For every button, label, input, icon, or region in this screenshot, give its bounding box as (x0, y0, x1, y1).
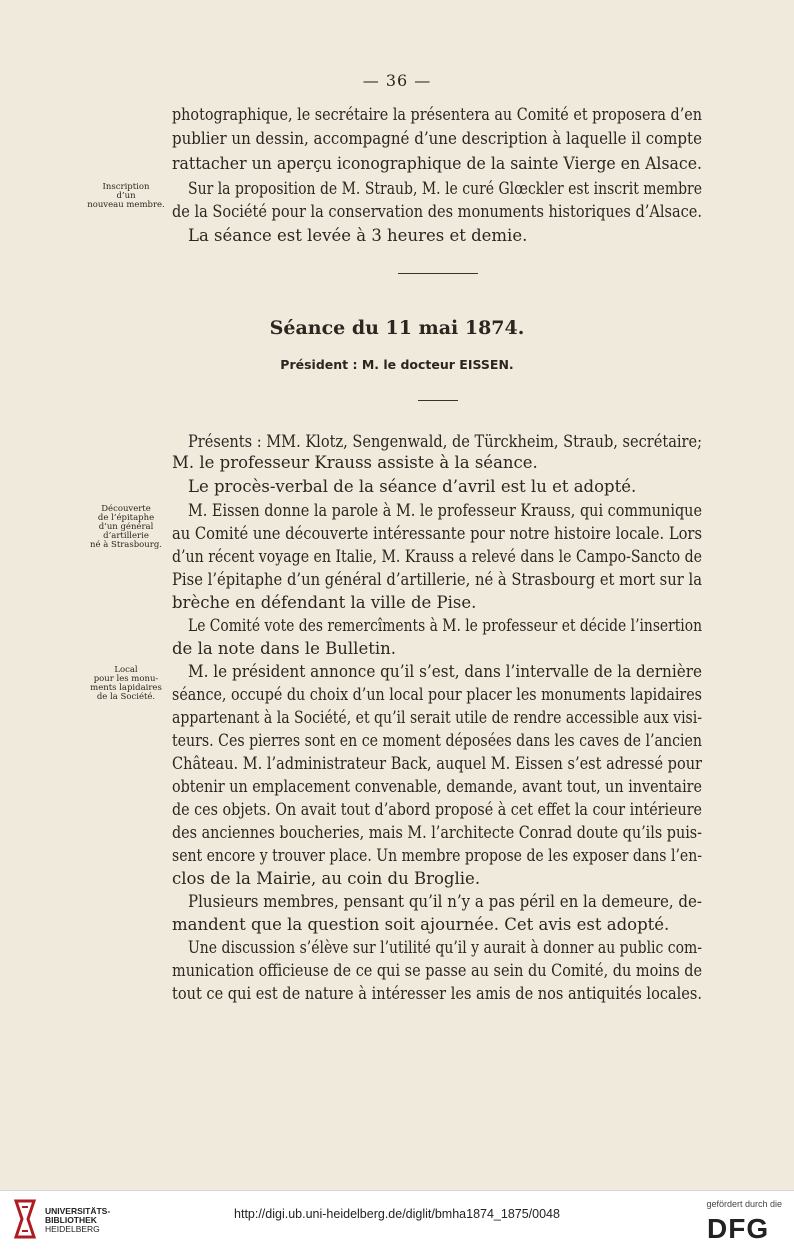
text-line: de ces objets. On avait tout d’abord proposé à cet effet la cour intérieure (172, 800, 702, 819)
permalink-url[interactable]: http://digi.ub.uni-heidelberg.de/diglit/bmha1874_1875/0048 (234, 1207, 560, 1221)
text-line: La séance est levée à 3 heures et demie. (188, 226, 528, 245)
text-line: sent encore y trouver place. Un membre propose de les exposer dans l’en- (172, 846, 702, 865)
text-line: mandent que la question soit ajournée. Cet avis est adopté. (172, 915, 670, 934)
text-line: teurs. Ces pierres sont en ce moment déposées dans les caves de l’ancien (172, 731, 702, 750)
text-line: appartenant à la Société, et qu’il serait utile de rendre accessible aux visi- (172, 708, 702, 727)
library-name-line: BIBLIOTHEK (45, 1215, 97, 1225)
text-line: tout ce qui est de nature à intéresser les amis de nos antiquités locales. (172, 984, 702, 1003)
text-line: M. le professeur Krauss assiste à la séance. (172, 453, 538, 472)
text-line: Le procès-verbal de la séance d’avril est lu et adopté. (188, 477, 637, 496)
text-line: rattacher un aperçu iconographique de la sainte Vierge en Alsace. (172, 154, 702, 173)
session-title: Séance du 11 mai 1874. (269, 317, 525, 339)
text-line: séance, occupé du choix d’un local pour placer les monuments lapidaires (172, 685, 702, 704)
text-line: Château. M. l’administrateur Back, auquel M. Eissen s’est adressé pour (172, 754, 702, 773)
session-president: Président : M. le docteur EISSEN. (280, 357, 514, 372)
text-line: munication officieuse de ce qui se passe au sein du Comité, du moins de (172, 961, 702, 980)
text-line: brèche en défendant la ville de Pise. (172, 593, 477, 612)
text-line: Présents : MM. Klotz, Sengenwald, de Türckheim, Straub, secrétaire; (188, 432, 702, 451)
text-line: Plusieurs membres, pensant qu’il n’y a pas péril en la demeure, de- (188, 892, 702, 911)
text-line: des anciennes boucheries, mais M. l’architecte Conrad doute qu’ils puis- (172, 823, 702, 842)
text-line: publier un dessin, accompagné d’une description à laquelle il compte (172, 129, 702, 148)
text-line: M. Eissen donne la parole à M. le professeur Krauss, qui communique (188, 501, 702, 520)
library-name-line: UNIVERSITÄTS- (45, 1206, 111, 1216)
margin-note-local: Local pour les monu- ments lapidaires de la Société. (90, 665, 162, 702)
text-line: photographique, le secrétaire la présentera au Comité et proposera d’en (172, 105, 702, 124)
page-number: — 36 — (362, 71, 432, 90)
section-divider-short (418, 400, 458, 401)
dfg-logo: DFG (707, 1213, 770, 1244)
text-line: Le Comité vote des remercîments à M. le professeur et décide l’insertion (188, 616, 702, 635)
funded-by-label: gefördert durch die (706, 1199, 782, 1209)
text-line: clos de la Mairie, au coin du Broglie. (172, 869, 481, 888)
text-line: au Comité une découverte intéressante pour notre histoire locale. Lors (172, 524, 702, 543)
section-divider (398, 273, 478, 274)
text-line: de la Société pour la conservation des monuments historiques d’Alsace. (172, 202, 702, 221)
text-line: Pise l’épitaphe d’un général d’artillerie, né à Strasbourg et mort sur la (172, 570, 702, 589)
margin-note-inscription: Inscription d’un nouveau membre. (87, 182, 165, 210)
text-line: d’un récent voyage en Italie, M. Krauss a relevé dans le Campo-Sancto de (172, 547, 702, 566)
text-line: obtenir un emplacement convenable, demande, avant tout, un inventaire (172, 777, 702, 796)
library-name-line: HEIDELBERG (45, 1224, 100, 1234)
text-line: M. le président annonce qu’il s’est, dans l’intervalle de la dernière (188, 662, 702, 681)
text-line: de la note dans le Bulletin. (172, 639, 397, 658)
text-line: Sur la proposition de M. Straub, M. le curé Glœckler est inscrit membre (188, 179, 702, 198)
margin-note-decouverte: Découverte de l’épitaphe d’un général d’artillerie né à Strasbourg. (90, 504, 162, 550)
text-line: Une discussion s’élève sur l’utilité qu’il y aurait à donner au public com- (188, 938, 702, 957)
